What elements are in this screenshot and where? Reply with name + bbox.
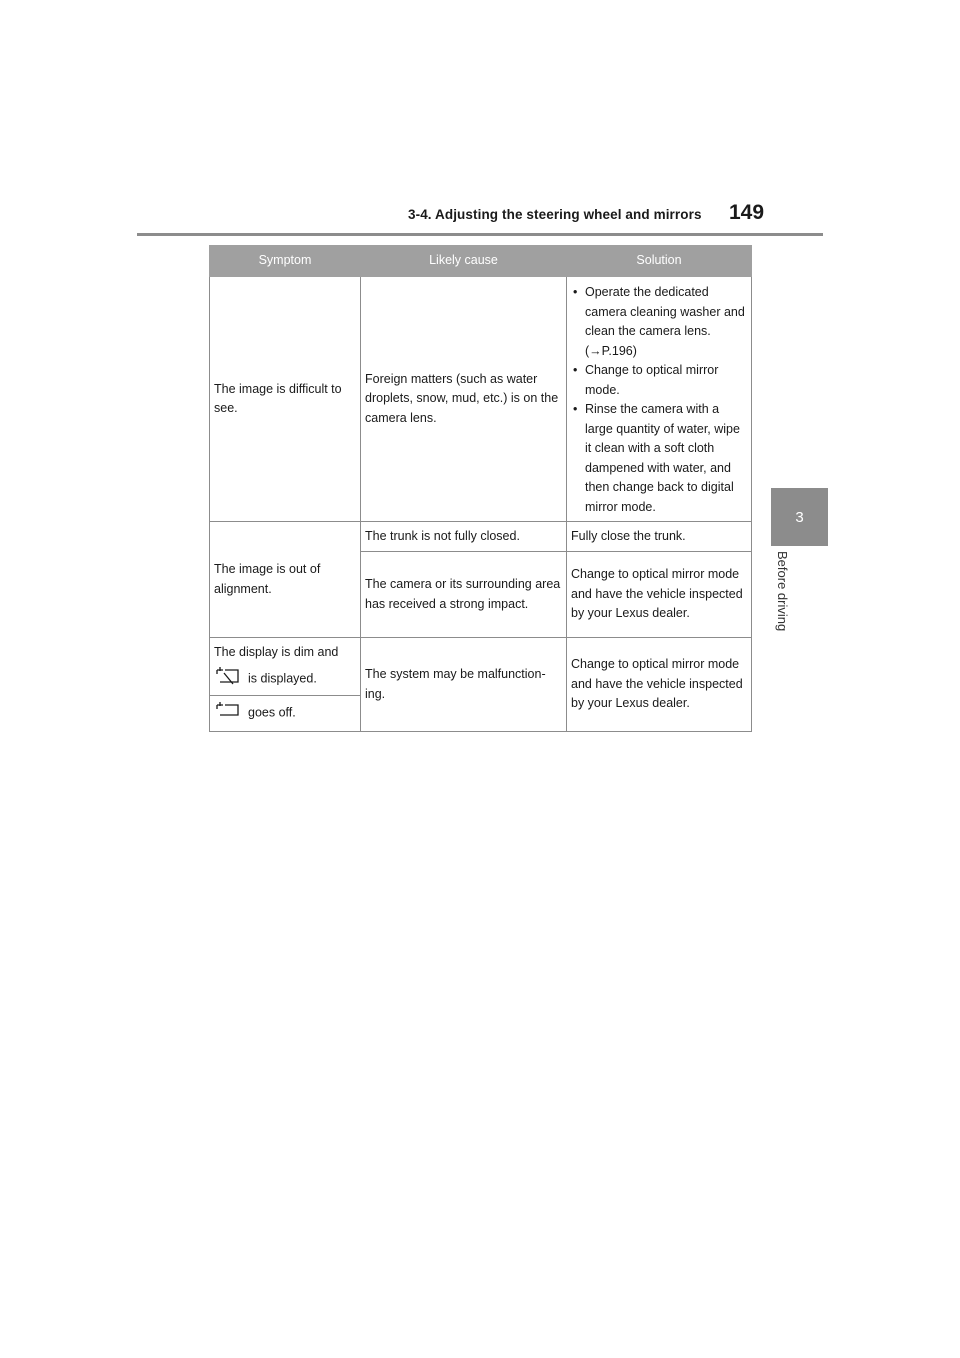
cause-cell: The trunk is not fully closed. (361, 522, 567, 552)
cause-cell: The system may be malfunction-ing. (361, 638, 567, 732)
chapter-tab (771, 488, 828, 546)
page-number: 149 (729, 201, 765, 224)
solution-cell: Fully close the trunk. (567, 522, 752, 552)
section-title: 3-4. Adjusting the steering wheel and mirrors (408, 207, 702, 222)
symptom-cell (210, 696, 361, 732)
solution-list (571, 283, 747, 517)
list-item: • Change to optical mirror mode. (571, 361, 747, 400)
cause-cell: The camera or its surrounding area has received a strong impact. (361, 552, 567, 638)
table-row (210, 277, 752, 522)
table-header-row (210, 246, 752, 277)
solution-cell (567, 277, 752, 522)
cause-cell: Foreign matters (such as water droplets, snow, mud, etc.) is on the camera lens. (361, 277, 567, 522)
mirror-warning-icon (216, 667, 242, 692)
troubleshooting-table (209, 245, 752, 732)
symptom-text: is displayed. (248, 671, 317, 686)
symptom-cell: The image is out of alignment. (210, 522, 361, 638)
mirror-indicator-icon (216, 702, 242, 725)
column-header-symptom: Symptom (210, 246, 361, 277)
header-divider (137, 233, 823, 236)
chapter-number: 3 (795, 508, 804, 526)
column-header-cause: Likely cause (361, 246, 567, 277)
symptom-text: The display is dim and (214, 645, 339, 659)
column-header-solution: Solution (567, 246, 752, 277)
list-item: • Operate the dedicated camera cleaning washer and clean the camera lens. (→P.196) (571, 283, 747, 361)
solution-cell: Change to optical mirror mode and have the vehicle inspected by your Lexus dealer. (567, 638, 752, 732)
solution-cell: Change to optical mirror mode and have the vehicle inspected by your Lexus dealer. (567, 552, 752, 638)
symptom-cell: The image is difficult to see. (210, 277, 361, 522)
table-row (210, 638, 752, 696)
symptom-cell (210, 638, 361, 696)
chapter-label: Before driving (775, 551, 790, 632)
table-row (210, 522, 752, 552)
list-item: • Rinse the camera with a large quantity of water, wipe it clean with a soft cloth dampened with water, and then change back to digital mirror mode. (571, 400, 747, 517)
symptom-text: goes off. (248, 705, 296, 720)
